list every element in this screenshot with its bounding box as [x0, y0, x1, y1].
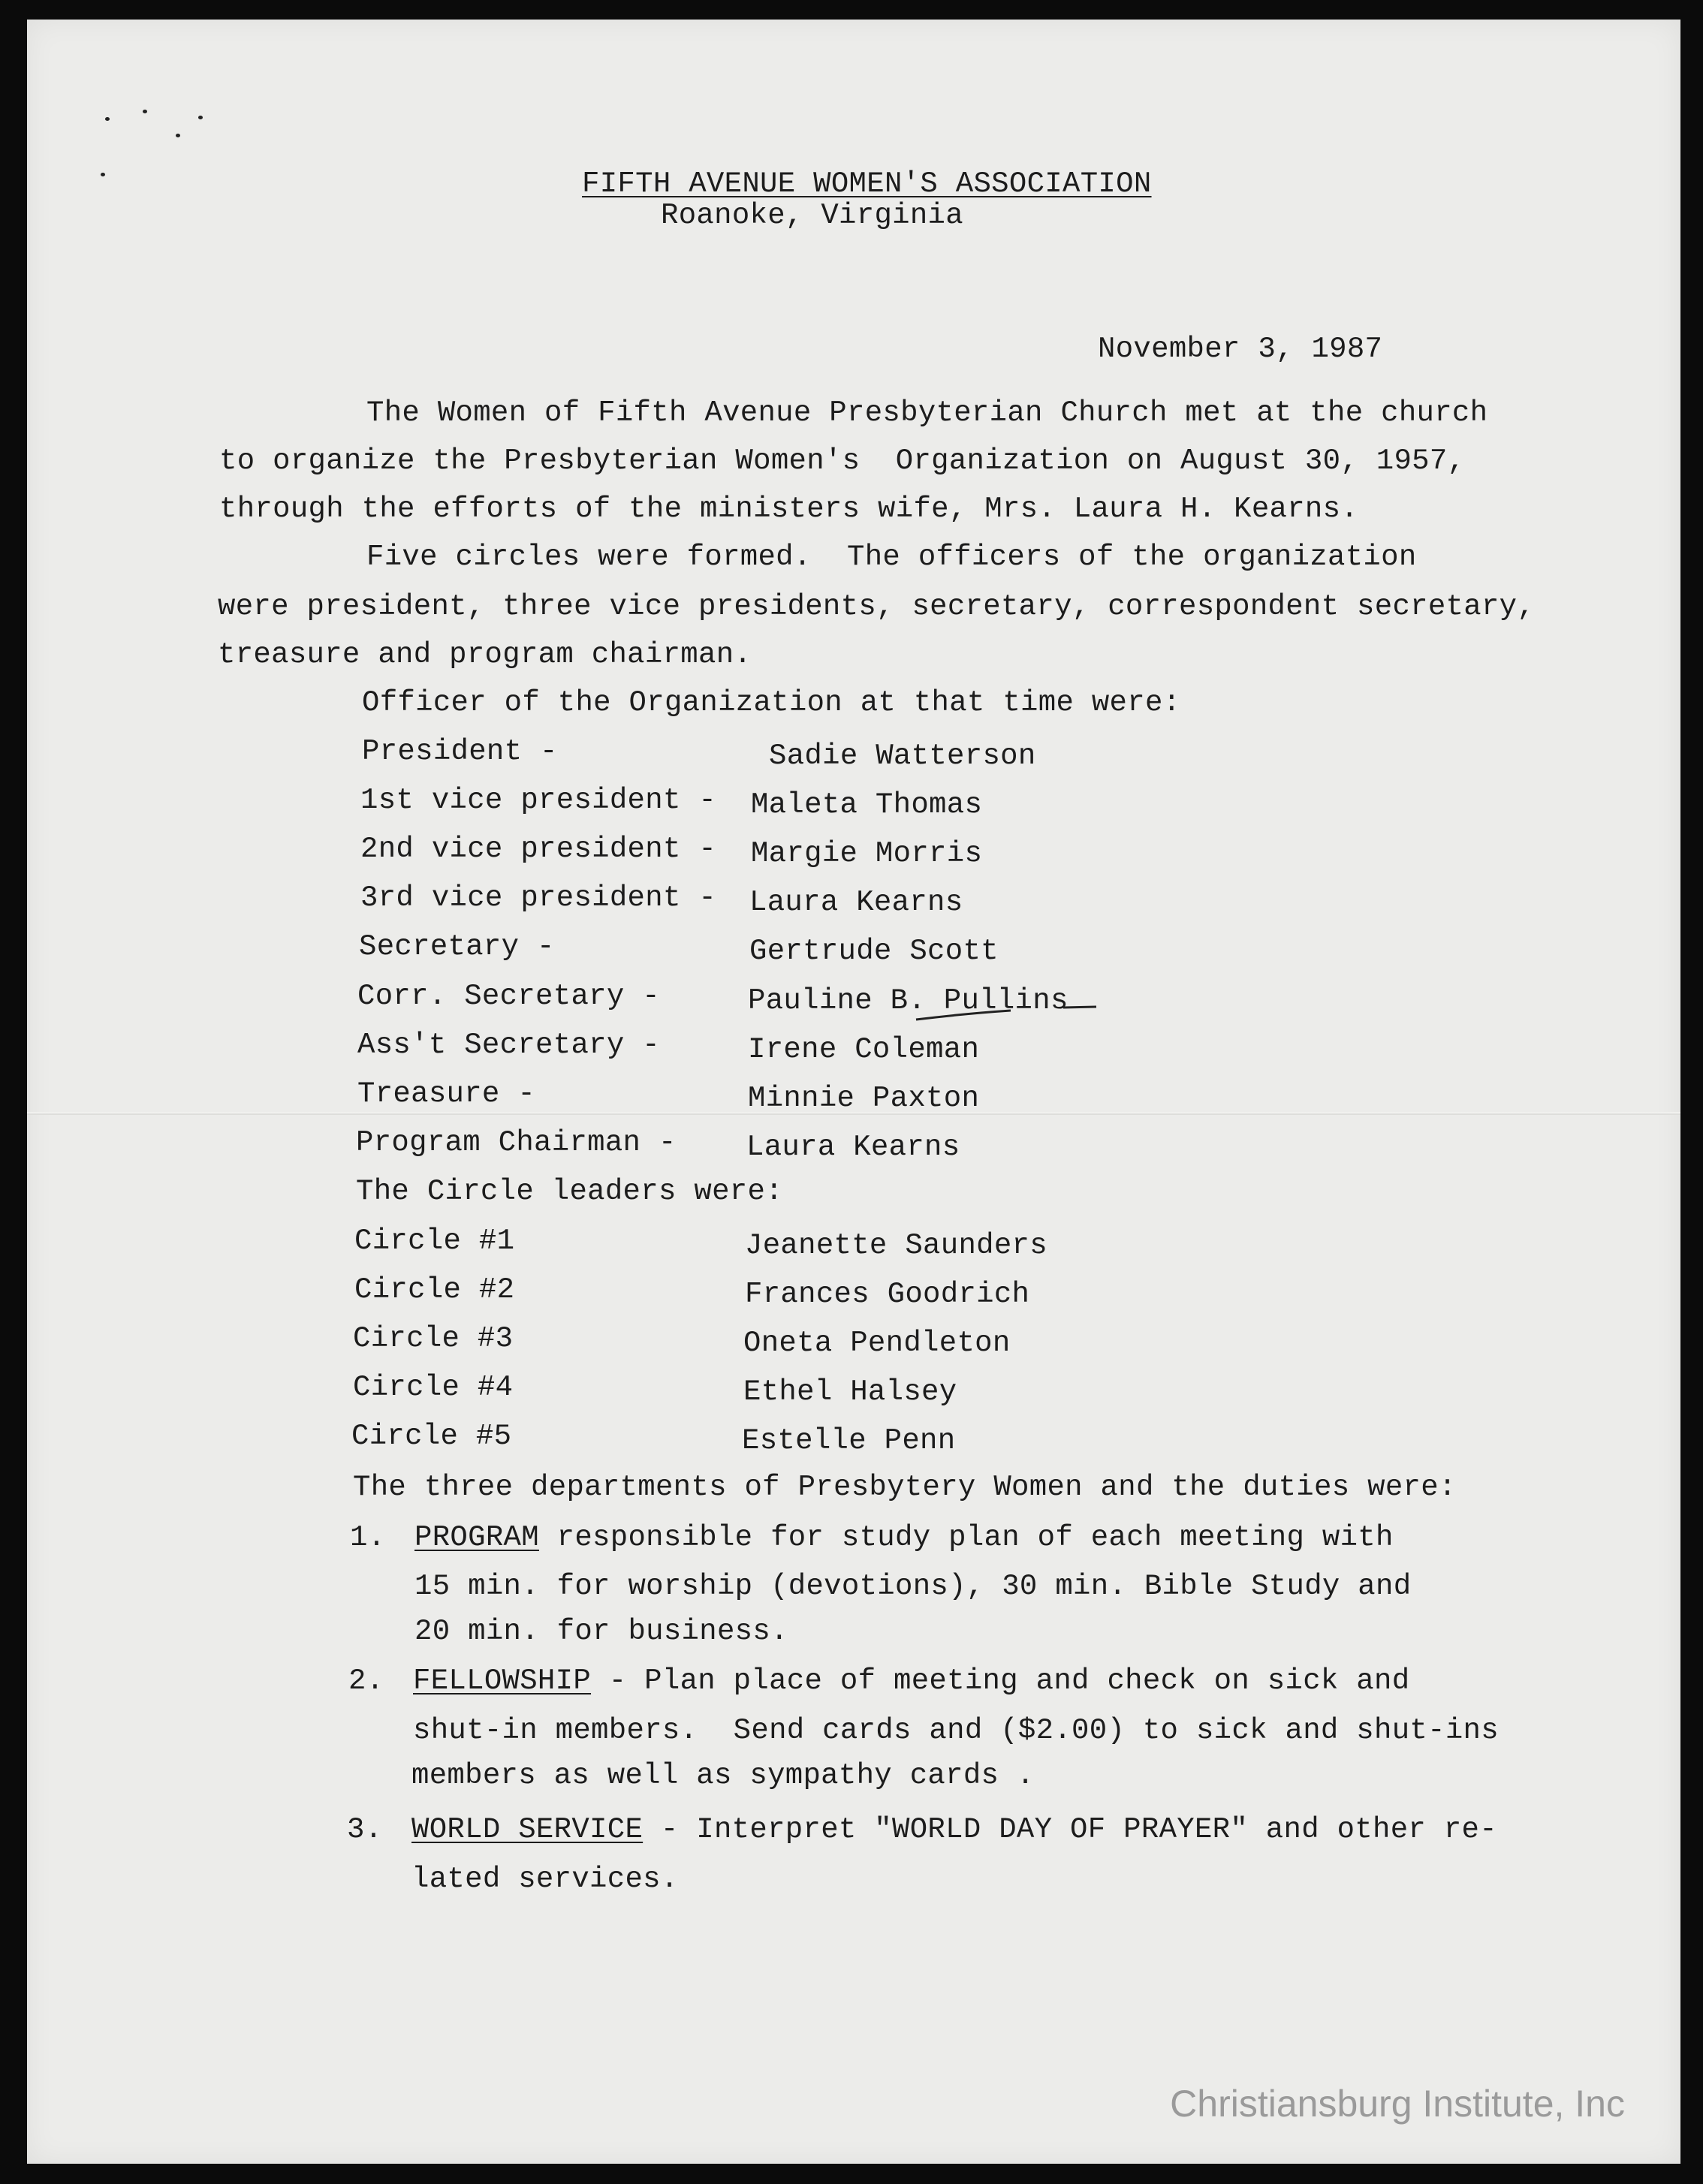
paragraph-line: treasure and program chairman.: [218, 638, 752, 671]
paragraph-line: were president, three vice presidents, secretary, correspondent secretary,: [218, 590, 1536, 623]
department-description: - Interpret "WORLD DAY OF PRAYER" and other re-: [643, 1813, 1497, 1846]
department-continuation: 15 min. for worship (devotions), 30 min. Bible Study and: [414, 1570, 1412, 1603]
department-description: - Plan place of meeting and check on sick and: [591, 1664, 1410, 1697]
officer-name: Gertrude Scott: [749, 935, 999, 968]
department-number: 2.: [348, 1664, 384, 1697]
officers-intro: Officer of the Organization at that time were:: [362, 686, 1181, 719]
department-name: PROGRAM: [414, 1521, 539, 1554]
circle-leader: Estelle Penn: [742, 1424, 956, 1457]
officer-name: Margie Morris: [751, 837, 983, 870]
officer-name: Irene Coleman: [748, 1033, 980, 1066]
officer-name: Pauline B. Pullins: [748, 984, 1069, 1017]
watermark-text: Christiansburg Institute, Inc: [1170, 2083, 1625, 2125]
department-name: WORLD SERVICE: [411, 1813, 644, 1846]
pen-underline-mark: [913, 1000, 1108, 1023]
circles-intro: The Circle leaders were:: [356, 1175, 783, 1208]
ink-speck: [198, 116, 203, 119]
officer-role: Program Chairman -: [356, 1126, 677, 1159]
circle-label: Circle #5: [351, 1420, 512, 1453]
officer-role: Corr. Secretary -: [357, 980, 660, 1013]
officer-role: Treasure -: [357, 1077, 536, 1110]
departments-intro: The three departments of Presbytery Women and the duties were:: [353, 1471, 1457, 1504]
circle-leader: Ethel Halsey: [743, 1375, 957, 1408]
document-title: FIFTH AVENUE WOMEN'S ASSOCIATION: [582, 167, 1152, 200]
officer-name: Maleta Thomas: [751, 788, 983, 821]
officer-name: Laura Kearns: [749, 886, 963, 919]
department-line: [413, 1664, 1409, 1698]
circle-leader: Frances Goodrich: [745, 1278, 1030, 1311]
department-name: FELLOWSHIP: [413, 1664, 592, 1697]
ink-speck: [101, 173, 105, 176]
ink-speck: [105, 117, 110, 121]
officer-role: 1st vice president -: [360, 784, 717, 817]
paragraph-line: The Women of Fifth Avenue Presbyterian Church met at the church: [366, 396, 1488, 429]
circle-label: Circle #4: [353, 1371, 514, 1404]
officer-role: Ass't Secretary -: [357, 1029, 660, 1062]
officer-name: Minnie Paxton: [748, 1082, 980, 1115]
ink-speck: [176, 134, 180, 137]
department-continuation: shut-in members. Send cards and ($2.00) to sick and shut-ins: [413, 1714, 1499, 1747]
department-number: 3.: [347, 1813, 383, 1846]
officer-name: Laura Kearns: [746, 1131, 960, 1164]
department-continuation: members as well as sympathy cards .: [411, 1759, 1035, 1792]
department-continuation: lated services.: [411, 1863, 679, 1896]
department-number: 1.: [350, 1521, 386, 1554]
circle-leader: Jeanette Saunders: [745, 1229, 1047, 1262]
paragraph-line: to organize the Presbyterian Women's Organization on August 30, 1957,: [219, 444, 1466, 477]
officer-name: Sadie Watterson: [769, 740, 1036, 773]
ink-speck: [143, 110, 147, 113]
department-continuation: 20 min. for business.: [414, 1615, 788, 1648]
department-line: [414, 1520, 1394, 1555]
paragraph-line: through the efforts of the ministers wife, Mrs. Laura H. Kearns.: [219, 493, 1359, 526]
department-line: [411, 1812, 1497, 1847]
paragraph-line: Five circles were formed. The officers of the organization: [366, 541, 1417, 574]
circle-label: Circle #3: [353, 1322, 514, 1355]
officer-role: 3rd vice president -: [360, 881, 717, 914]
circle-label: Circle #1: [354, 1225, 515, 1258]
document-location: Roanoke, Virginia: [661, 199, 963, 232]
circle-label: Circle #2: [354, 1273, 515, 1306]
circle-leader: Oneta Pendleton: [743, 1327, 1011, 1360]
officer-role: Secretary -: [359, 930, 555, 963]
officer-role: President -: [362, 735, 558, 768]
department-description: responsible for study plan of each meeting with: [538, 1521, 1394, 1554]
document-date: November 3, 1987: [1098, 333, 1383, 366]
officer-role: 2nd vice president -: [360, 833, 717, 866]
